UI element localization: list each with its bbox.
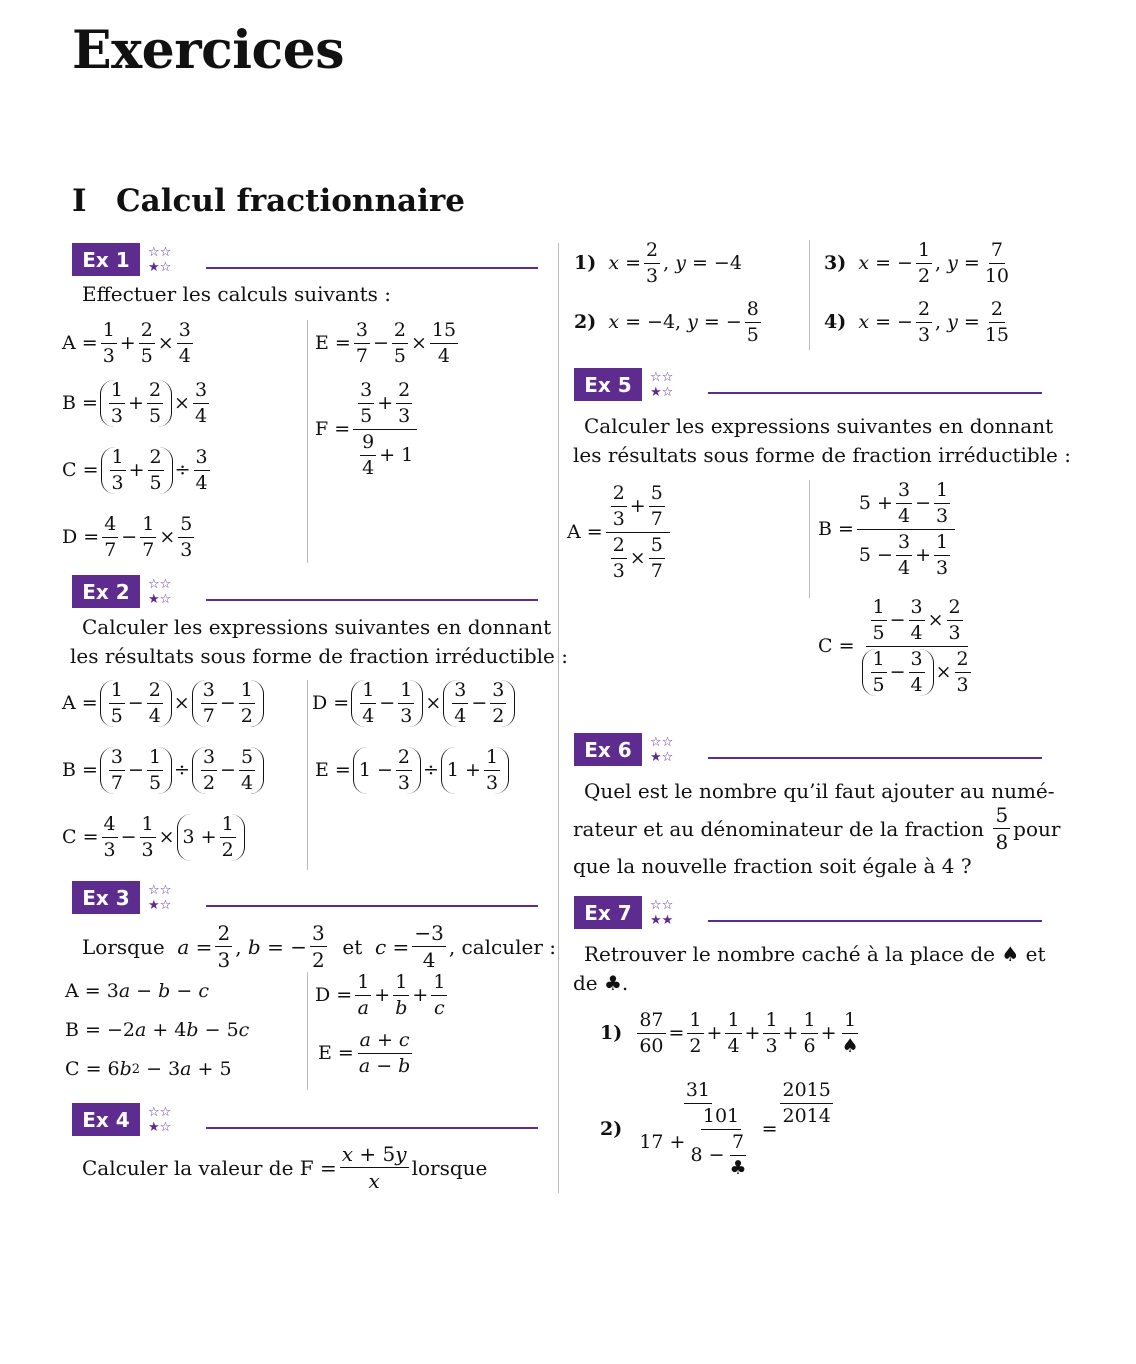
exercise-text: Retrouver le nombre caché à la place de ♠ et xyxy=(584,942,1046,966)
difficulty-stars-icon: ☆☆ ★☆ xyxy=(148,576,172,607)
exercise-badge: Ex 6 xyxy=(574,733,642,766)
ex4-item-1: 1) x = 2 3 , y = −4 xyxy=(574,239,742,287)
page-title: Exercices xyxy=(72,20,345,81)
equation-C: C = 6 b 2 − 3 a + 5 xyxy=(65,1058,232,1080)
equation-E: E = a + c a − b xyxy=(318,1029,411,1077)
exercise-header-4 xyxy=(72,1103,538,1136)
equation-A: A = 1 5 − 2 4 × 3 7 − 1 2 xyxy=(62,680,266,727)
equation-D: D = 1 a + 1 b + 1 c xyxy=(315,971,446,1019)
section-title: Calcul fractionnaire xyxy=(116,183,465,219)
exercise-separator xyxy=(809,480,810,598)
exercise-text: que la nouvelle fraction soit égale à 4 ? xyxy=(573,854,972,878)
exercise-instruction: les résultats sous forme de fraction irréductible : xyxy=(573,443,1071,467)
difficulty-stars-icon: ☆☆ ★★ xyxy=(650,897,674,928)
equation-E: E = 3 7 − 2 5 × 15 4 xyxy=(315,319,457,367)
ex4-item-2: 2) x = −4, y = − 8 5 xyxy=(574,298,759,346)
difficulty-stars-icon: ☆☆ ★☆ xyxy=(148,244,172,275)
equation-A: A = 3 a − b − c xyxy=(65,980,209,1002)
exercise-instruction: les résultats sous forme de fraction irréductible : xyxy=(70,644,568,668)
exercise-rule xyxy=(708,920,1042,922)
spade-icon: ♠ xyxy=(841,1034,859,1057)
exercise-rule xyxy=(206,599,538,601)
equation-C: C = 1 5 − 3 4 × 2 3 1 5 − 3 4 × 2 3 xyxy=(818,596,969,696)
exercise-header-7 xyxy=(574,896,1042,929)
exercise-separator xyxy=(307,320,308,563)
section-number: I xyxy=(72,183,87,219)
exercise-header-6 xyxy=(574,733,1042,766)
exercise-text: Quel est le nombre qu’il faut ajouter au numé- xyxy=(584,779,1055,803)
exercise-instruction: Effectuer les calculs suivants : xyxy=(82,282,392,306)
equation-C: C = 4 3 − 1 3 × 3 + 1 2 xyxy=(62,814,247,861)
ex7-item-1: 1) 87 60 = 1 2 + 1 4 + 1 3 + 1 6 + 1 ♠ xyxy=(600,1009,859,1057)
equation-B: B = 5 + 3 4 − 1 3 5 − 3 4 + 1 3 xyxy=(818,480,958,579)
exercise-statement: Lorsque a = 2 3 , b = − 3 2 et c = −3 4 , calculer : xyxy=(82,921,557,972)
equation-E: E = 1 − 2 3 ÷ 1 + 1 3 xyxy=(315,747,511,794)
difficulty-stars-icon: ☆☆ ★☆ xyxy=(650,734,674,765)
ex4-item-4: 4) x = − 2 3 , y = 2 15 xyxy=(824,298,1010,346)
exercise-text: de ♣. xyxy=(573,971,629,995)
ex4-item-3: 3) x = − 1 2 , y = 7 10 xyxy=(824,239,1010,287)
club-icon: ♣ xyxy=(729,1156,747,1179)
equation-B: B = 1 3 + 2 5 × 3 4 xyxy=(62,379,208,427)
exercise-instruction: Calculer les expressions suivantes en donnant xyxy=(584,414,1054,438)
exercise-header-1 xyxy=(72,243,538,276)
exercise-rule xyxy=(708,392,1042,394)
exercise-rule xyxy=(708,757,1042,759)
exercise-header-3 xyxy=(72,881,538,914)
equation-A: A = 2 3 + 5 7 2 3 × 5 7 xyxy=(567,483,673,582)
equation-B: B = 3 7 − 1 5 ÷ 3 2 − 5 4 xyxy=(62,747,266,794)
equation-D: D = 1 4 − 1 3 × 3 4 − 3 2 xyxy=(312,680,517,727)
exercise-badge: Ex 4 xyxy=(72,1103,140,1136)
exercise-rule xyxy=(206,267,538,269)
section-heading xyxy=(72,183,465,220)
equation-A: A = 1 3 + 2 5 × 3 4 xyxy=(62,319,191,367)
exercise-separator xyxy=(307,680,308,870)
difficulty-stars-icon: ☆☆ ★☆ xyxy=(148,1104,172,1135)
exercise-badge: Ex 5 xyxy=(574,368,642,401)
exercise-text: rateur et au dénominateur de la fraction 5 8 pour xyxy=(573,803,1061,854)
exercise-separator xyxy=(809,240,810,350)
exercise-header-2 xyxy=(72,575,538,608)
column-separator xyxy=(558,243,559,1193)
exercise-statement: Calculer la valeur de F = $\frac{x + 5y}{x}$ lorsque xyxy=(82,1142,488,1193)
exercise-instruction: Calculer les expressions suivantes en donnant xyxy=(82,615,552,639)
exercise-rule xyxy=(206,1127,538,1129)
exercise-badge: Ex 3 xyxy=(72,881,140,914)
ex7-item-2: 2) 31 17 + 101 8 − 7 ♣ = 2015 2014 xyxy=(600,1079,831,1179)
exercise-header-5 xyxy=(574,368,1042,401)
exercise-badge: Ex 2 xyxy=(72,575,140,608)
equation-C: C = 1 3 + 2 5 ÷ 3 4 xyxy=(62,446,208,494)
exercise-badge: Ex 7 xyxy=(574,896,642,929)
exercise-badge: Ex 1 xyxy=(72,243,140,276)
equation-F: F = 3 5 + 2 3 9 4 + 1 xyxy=(315,380,420,479)
difficulty-stars-icon: ☆☆ ★☆ xyxy=(650,369,674,400)
difficulty-stars-icon: ☆☆ ★☆ xyxy=(148,882,172,913)
exercise-rule xyxy=(206,905,538,907)
exercise-separator xyxy=(307,972,308,1090)
equation-D: D = 4 7 − 1 7 × 5 3 xyxy=(62,513,193,561)
equation-B: B = −2 a + 4 b − 5 c xyxy=(65,1019,250,1041)
